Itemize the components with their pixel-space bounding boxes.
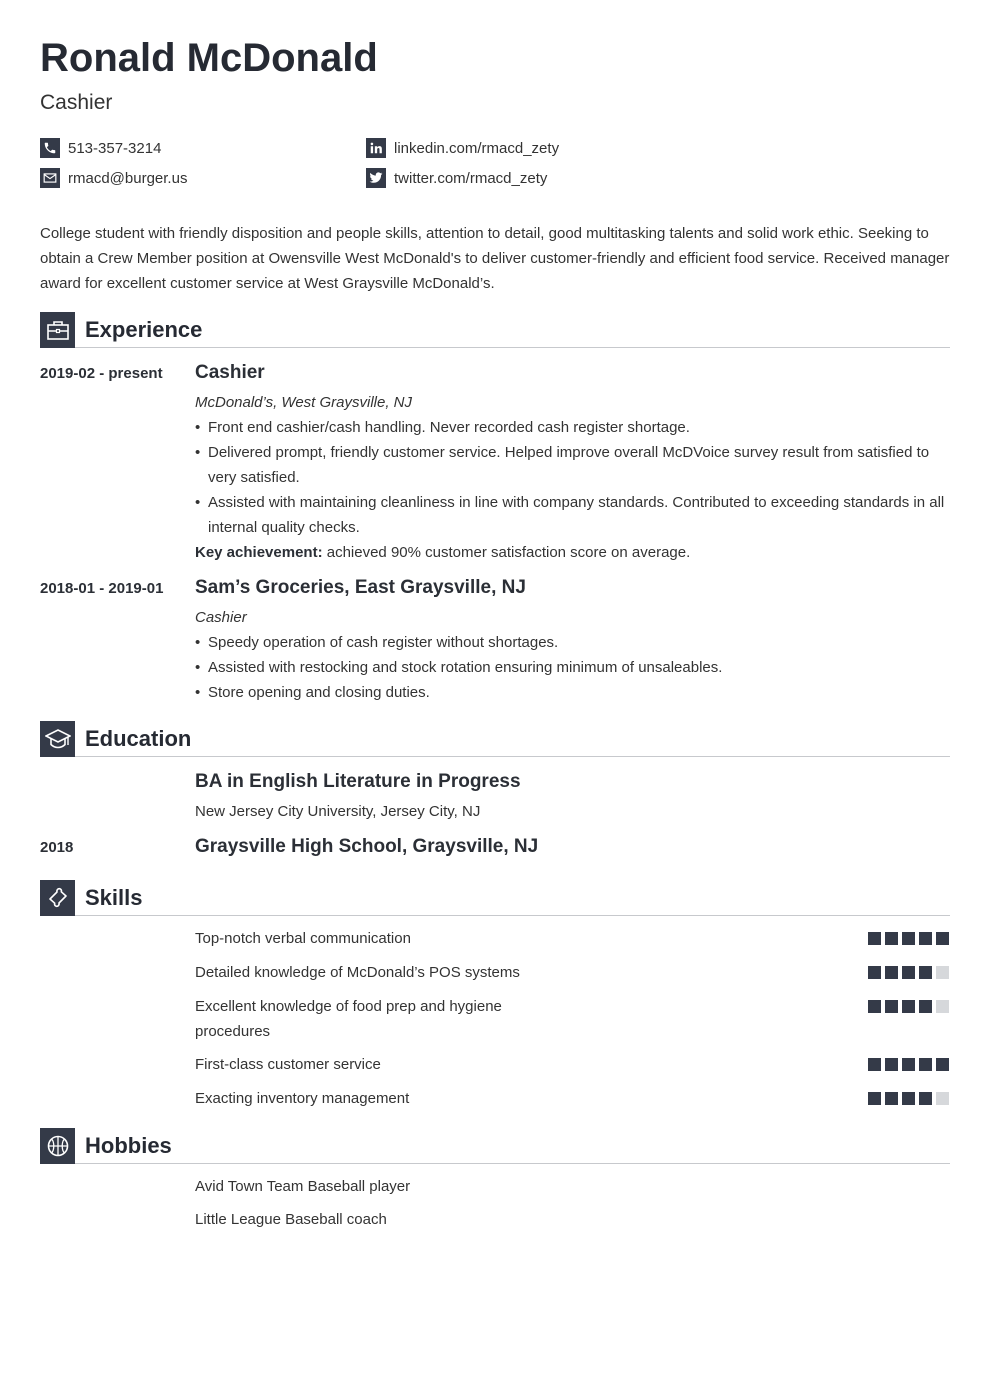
briefcase-icon: [40, 312, 75, 348]
phone-icon: [40, 138, 60, 158]
rating-square-filled: [919, 932, 932, 945]
rating-square-filled: [919, 1000, 932, 1013]
rating-square-filled: [936, 932, 949, 945]
education-school: New Jersey City University, Jersey City, NJ: [195, 803, 481, 820]
rating-square-empty: [936, 1000, 949, 1013]
rating-square-filled: [868, 1058, 881, 1071]
phone-text[interactable]: 513-357-3214: [68, 139, 162, 157]
skill-row: [195, 1052, 950, 1077]
rating-square-empty: [936, 966, 949, 979]
contact-email: [40, 168, 187, 188]
twitter-icon: [366, 168, 386, 188]
key-achievement-text: achieved 90% customer satisfaction score on average.: [322, 544, 691, 561]
email-text[interactable]: rmacd@burger.us: [68, 169, 188, 187]
rating-square-filled: [868, 966, 881, 979]
list-item: • Assisted with restocking and stock rotation ensuring minimum of unsaleables.: [195, 655, 950, 680]
list-item: • Assisted with maintaining cleanliness in line with company standards. Contributed to exceeding standards in all internal quality checks.: [195, 490, 950, 540]
rating-square-filled: [885, 1058, 898, 1071]
experience-section-title: Experience: [85, 317, 203, 342]
resume-name: Ronald McDonald: [40, 36, 378, 80]
rating-square-filled: [885, 1000, 898, 1013]
rating-square-filled: [902, 1058, 915, 1071]
envelope-icon: [40, 168, 60, 188]
skill-name: Exacting inventory management: [195, 1090, 410, 1107]
education-degree: Graysville High School, Graysville, NJ: [195, 836, 539, 857]
rating-square-filled: [919, 1058, 932, 1071]
skill-row: [195, 960, 950, 985]
hobbies-section-header: [40, 1128, 950, 1164]
education-date: 2018: [40, 839, 74, 856]
job-date: 2018-01 - 2019-01: [40, 580, 164, 597]
rating-square-filled: [902, 1092, 915, 1105]
skill-rating: [864, 932, 949, 945]
hobby-item: Little League Baseball coach: [195, 1211, 387, 1228]
rating-square-filled: [919, 1092, 932, 1105]
skill-name: Top-notch verbal communication: [195, 930, 411, 947]
rating-square-filled: [919, 966, 932, 979]
list-item: • Speedy operation of cash register without shortages.: [195, 630, 950, 655]
basketball-icon: [40, 1128, 75, 1164]
linkedin-text[interactable]: linkedin.com/rmacd_zety: [394, 139, 560, 157]
key-achievement: [195, 544, 690, 561]
contact-phone: [40, 138, 161, 158]
contact-linkedin: [366, 138, 559, 158]
education-section-header: [40, 721, 950, 757]
skill-rating: [864, 1058, 949, 1071]
rating-square-filled: [902, 932, 915, 945]
education-degree: BA in English Literature in Progress: [195, 771, 521, 792]
job-employer: McDonald’s, West Graysville, NJ: [195, 394, 413, 411]
skills-section-header: [40, 880, 950, 916]
rating-square-filled: [868, 1092, 881, 1105]
job-duties-list: [195, 630, 950, 705]
education-section-title: Education: [85, 726, 192, 751]
job-date: 2019-02 - present: [40, 365, 163, 382]
rating-square-filled: [885, 932, 898, 945]
puzzle-icon: [40, 880, 75, 916]
skill-row: [195, 926, 950, 951]
rating-square-filled: [902, 1000, 915, 1013]
hobby-item: Avid Town Team Baseball player: [195, 1178, 411, 1195]
skill-rating: [864, 1092, 949, 1105]
rating-square-empty: [936, 1092, 949, 1105]
experience-section-header: [40, 312, 950, 348]
skill-name: Detailed knowledge of McDonald’s POS systems: [195, 964, 520, 981]
job-position: Cashier: [195, 609, 247, 626]
key-achievement-label: Key achievement:: [195, 544, 323, 561]
profile-summary: College student with friendly disposition and people skills, attention to detail, good multitasking talents and solid work ethic. Seeking to obtain a Crew Member position at Owensville West McDonald's to deliver customer-friendly and efficient food service. Received manager award for excellent customer service at West Graysville McDonald’s.: [40, 225, 950, 292]
resume-job-title: Cashier: [40, 91, 113, 114]
rating-square-filled: [902, 966, 915, 979]
rating-square-filled: [868, 1000, 881, 1013]
skill-rating: [864, 1000, 949, 1013]
list-item: • Delivered prompt, friendly customer service. Helped improve overall McDVoice survey result from satisfied to very satisfied.: [195, 440, 950, 490]
list-item: • Store opening and closing duties.: [195, 680, 950, 705]
skill-name: First-class customer service: [195, 1056, 381, 1073]
linkedin-icon: [366, 138, 386, 158]
rating-square-filled: [885, 966, 898, 979]
skill-rating: [864, 966, 949, 979]
skills-section-title: Skills: [85, 885, 143, 910]
rating-square-filled: [868, 932, 881, 945]
graduation-cap-icon: [40, 721, 75, 757]
contact-twitter: [366, 168, 547, 188]
rating-square-filled: [885, 1092, 898, 1105]
job-duties-list: [195, 415, 950, 540]
job-title: Sam’s Groceries, East Graysville, NJ: [195, 577, 526, 598]
hobbies-section-title: Hobbies: [85, 1133, 172, 1158]
skill-row: [195, 994, 950, 1044]
twitter-text[interactable]: twitter.com/rmacd_zety: [394, 169, 548, 187]
rating-square-filled: [936, 1058, 949, 1071]
job-title: Cashier: [195, 362, 265, 383]
skill-row: [195, 1086, 950, 1111]
skill-name: Excellent knowledge of food prep and hygiene procedures: [195, 998, 502, 1040]
list-item: • Front end cashier/cash handling. Never recorded cash register shortage.: [195, 415, 950, 440]
